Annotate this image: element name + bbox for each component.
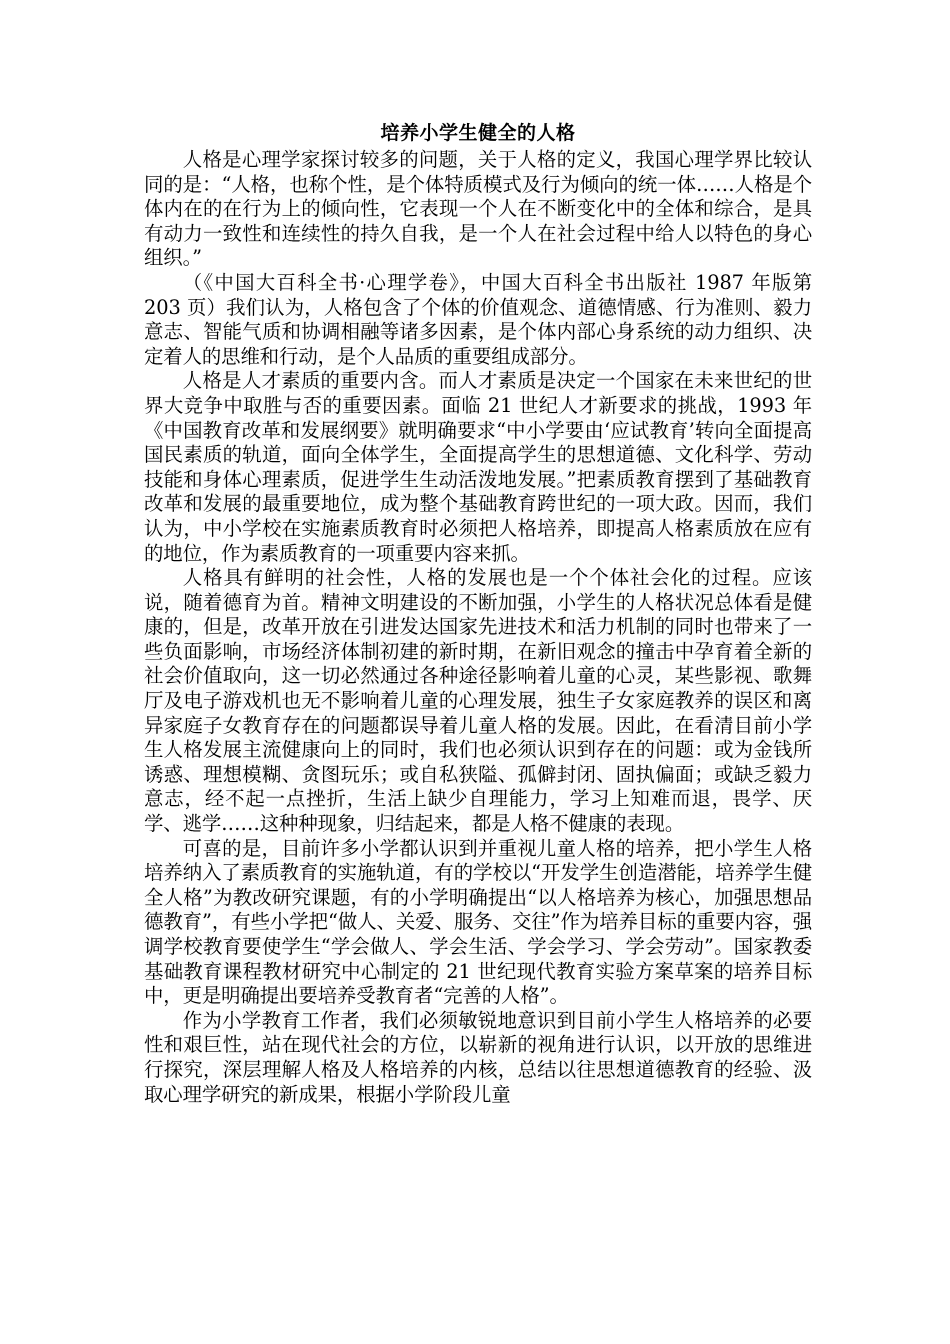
document-body (144, 118, 812, 1107)
paragraph-2: （《中国大百科全书·心理学卷》，中国大百科全书出版社 1987 年版第 203 页）我们认为，人格包含了个体的价值观念、道德情感、行为准则、毅力意志、智能气质和协调相融等诸多因素，是个体内部心身系统的动力组织、决定着人的思维和行动，是个人品质的重要组成部分。 (144, 270, 812, 368)
paragraph-6: 作为小学教育工作者，我们必须敏锐地意识到目前小学生人格培养的必要性和艰巨性，站在现代社会的方位，以崭新的视角进行认识，以开放的思维进行探究，深层理解人格及人格培养的内核，总结以往思想道德教育的经验、汲取心理学研究的新成果，根据小学阶段儿童 (144, 1008, 812, 1106)
paragraph-3: 人格是人才素质的重要内含。而人才素质是决定一个国家在未来世纪的世界大竞争中取胜与否的重要因素。面临 21 世纪人才新要求的挑战，1993 年《中国教育改革和发展纲要》就明确要求“中小学要由‘应试教育’转向全面提高国民素质的轨道，面向全体学生，全面提高学生的思想道德、文化科学、劳动技能和身体心理素质，促进学生生动活泼地发展。”把素质教育摆到了基础教育改革和发展的最重要地位，成为整个基础教育跨世纪的一项大政。因而，我们认为，中小学校在实施素质教育时必须把人格培养，即提高人格素质放在应有的地位，作为素质教育的一项重要内容来抓。 (144, 369, 812, 565)
paragraph-4: 人格具有鲜明的社会性，人格的发展也是一个个体社会化的过程。应该说，随着德育为首。精神文明建设的不断加强，小学生的人格状况总体看是健康的，但是，改革开放在引进发达国家先进技术和活力机制的同时也带来了一些负面影响，市场经济体制初建的新时期，在新旧观念的撞击中孕育着全新的社会价值取向，这一切必然通过各种途径影响着儿童的心灵，某些影视、歌舞厅及电子游戏机也无不影响着儿童的心理发展，独生子女家庭教养的误区和离异家庭子女教育存在的问题都误导着儿童人格的发展。因此，在看清目前小学生人格发展主流健康向上的同时，我们也必须认识到存在的问题：或为金钱所诱惑、理想模糊、贪图玩乐；或自私狭隘、孤僻封闭、固执偏面；或缺乏毅力意志，经不起一点挫折，生活上缺少自理能力，学习上知难而退，畏学、厌学、逃学……这种种现象，归结起来，都是人格不健康的表现。 (144, 566, 812, 836)
paragraph-5: 可喜的是，目前许多小学都认识到并重视儿童人格的培养，把小学生人格培养纳入了素质教育的实施轨道，有的学校以“开发学生创造潜能，培养学生健全人格”为教改研究课题，有的小学明确提出“以人格培养为核心，加强思想品德教育”，有些小学把“做人、关爱、服务、交往”作为培养目标的重要内容，强调学校教育要使学生“学会做人、学会生活、学会学习、学会劳动”。国家教委基础教育课程教材研究中心制定的 21 世纪现代教育实验方案草案的培养目标中，更是明确提出要培养受教育者“完善的人格”。 (144, 836, 812, 1008)
paragraph-1: 人格是心理学家探讨较多的问题，关于人格的定义，我国心理学界比较认同的是：“人格，也称个性，是个体特质模式及行为倾向的统一体……人格是个体内在的在行为上的倾向性，它表现一个人在不断变化中的全体和综合，是具有动力一致性和连续性的持久自我，是一个人在社会过程中给人以特色的身心组织。” (144, 148, 812, 270)
document-title: 培养小学生健全的人格 (380, 122, 576, 144)
